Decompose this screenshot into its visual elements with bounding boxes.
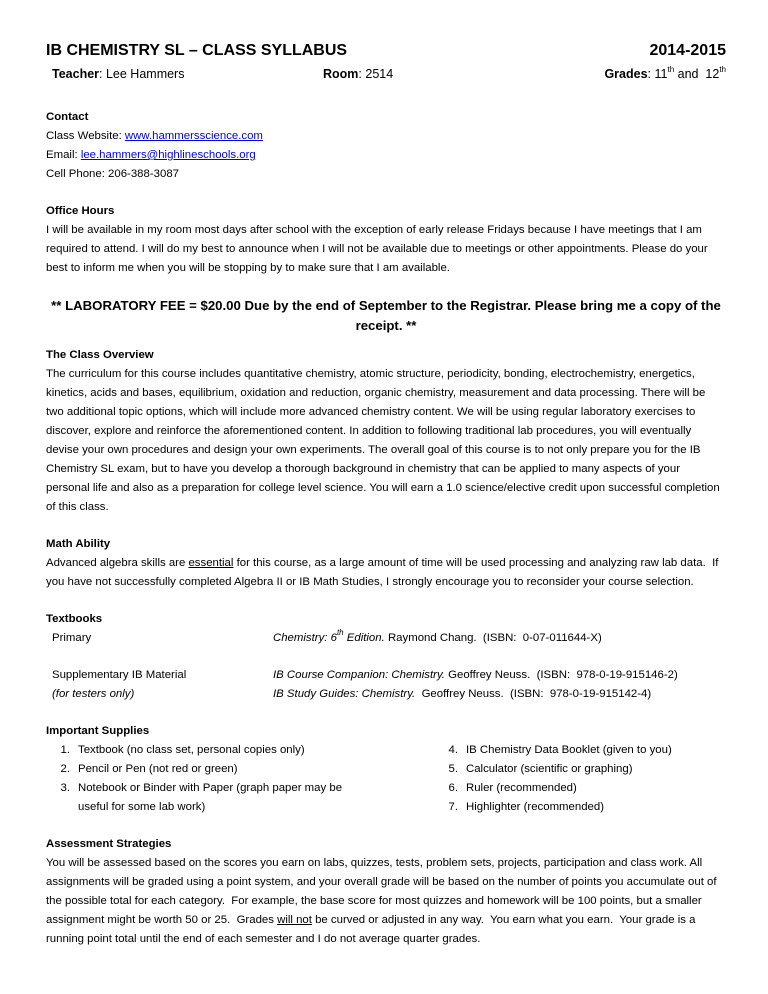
website-line: Class Website: www.hammersscience.com — [46, 130, 263, 142]
supplementary-note: (for testers only) — [52, 688, 135, 700]
supplementary-book-2: IB Study Guides: Chemistry. Geoffrey Neuss. (ISBN: 978-0-19-915142-4) — [273, 688, 652, 700]
primary-textbook: Chemistry: 6th Edition. Raymond Chang. (ISBN: 0-07-011644-X) — [273, 628, 602, 644]
contact-heading: Contact — [46, 111, 89, 123]
office-hours-heading: Office Hours — [46, 205, 115, 217]
math-text: Advanced algebra skills are essential for this course, as a large amount of time will be used processing and analyzing raw lab data. If you have not successfully completed Algebra II or IB Math Studies, I strongly encourage you to reconsider your course selection. — [46, 557, 722, 588]
list-item: 6. Ruler (recommended) — [448, 782, 577, 794]
supplies-section — [46, 722, 726, 817]
supplies-list-left — [46, 741, 386, 817]
overview-text: The curriculum for this course includes quantitative chemistry, atomic structure, periodicity, bonding, electrochemistry, energetics, kinetics, acids and bases, equilibrium, oxidation and reduction, organic chemistry, measurement and data processing. There will be two additional topic options, which will include more advanced chemistry content. We will be using regular laboratory exercises to discover, explore and reinforce the aforementioned content. In addition to following traditional lab procedures, you will eventually devise your own procedures and design your own experiments. The overall goal of this course is to not only prepare you for the IB Chemistry SL exam, but to have you develop a thorough background in chemistry that can be applied to many aspects of your personal life and also as a preparation for college level science. You will earn a 1.0 science/elective credit upon successful completion of this class. — [46, 368, 720, 513]
syllabus-page — [46, 40, 726, 949]
list-item: 3. Notebook or Binder with Paper (graph paper may be useful for some lab work) — [60, 782, 343, 813]
overview-section — [46, 346, 726, 517]
math-heading: Math Ability — [46, 538, 111, 550]
textbooks-section — [46, 610, 726, 704]
math-section — [46, 535, 726, 592]
email-link[interactable]: lee.hammers@highlineschools.org — [80, 149, 256, 161]
title-row — [46, 40, 726, 62]
office-hours-section — [46, 202, 726, 278]
assessment-text: You will be assessed based on the scores you earn on labs, quizzes, tests, problem sets, projects, participation and class work. All assignments will be graded using a point system, and your overall grade will be based on the number of points you accumulate out of the possible total for each category. For example, the base score for most quizzes and homework will be 100 points, but a smaller assignment might be worth 50 or 25. Grades will not be curved or adjusted in any way. You earn what you earn. Your grade is a running point total until the end of each semester and I do not average quarter grades. — [46, 857, 720, 945]
room-info: Room: 2514 — [323, 67, 394, 81]
grades-info: Grades: 11th and 12th — [604, 65, 726, 81]
assessment-section — [46, 835, 726, 949]
website-link[interactable]: www.hammersscience.com — [124, 130, 263, 142]
laboratory-fee-notice: ** LABORATORY FEE = $20.00 Due by the end of September to the Registrar. Please bring me a copy of the receipt. ** — [51, 298, 721, 333]
supplies-lists — [46, 741, 726, 817]
contact-section — [46, 108, 726, 184]
email-line: Email: lee.hammers@highlineschools.org — [46, 149, 256, 161]
supplementary-book-1: IB Course Companion: Chemistry. Geoffrey Neuss. (ISBN: 978-0-19-915146-2) — [273, 669, 678, 681]
overview-heading: The Class Overview — [46, 349, 154, 361]
document-title: IB CHEMISTRY SL – CLASS SYLLABUS — [46, 42, 348, 59]
phone-line: Cell Phone: 206-388-3087 — [46, 168, 179, 180]
supplies-list-right — [434, 741, 672, 817]
list-item: 1. Textbook (no class set, personal copies only) — [60, 744, 305, 756]
office-hours-text: I will be available in my room most days after school with the exception of early release Fridays because I have meetings that I am required to attend. I will do my best to announce when I will not be available due to meetings or other appointments. Please do your best to inform me when you will be stopping by to make sure that I am available. — [46, 224, 708, 274]
list-item: 4. IB Chemistry Data Booklet (given to you) — [448, 744, 672, 756]
supplementary-label: Supplementary IB Material — [52, 669, 187, 681]
primary-label: Primary — [52, 632, 92, 644]
assessment-heading: Assessment Strategies — [46, 838, 172, 850]
list-item: 5. Calculator (scientific or graphing) — [448, 763, 633, 775]
list-item: 7. Highlighter (recommended) — [448, 801, 605, 813]
list-item: 2. Pencil or Pen (not red or green) — [60, 763, 238, 775]
primary-textbook-row — [52, 629, 726, 648]
school-year: 2014-2015 — [649, 42, 726, 59]
supplies-heading: Important Supplies — [46, 725, 150, 737]
textbooks-heading: Textbooks — [46, 613, 103, 625]
info-row — [46, 64, 726, 84]
teacher-info: Teacher: Lee Hammers — [52, 67, 185, 81]
supplementary-textbook-row — [52, 666, 726, 704]
